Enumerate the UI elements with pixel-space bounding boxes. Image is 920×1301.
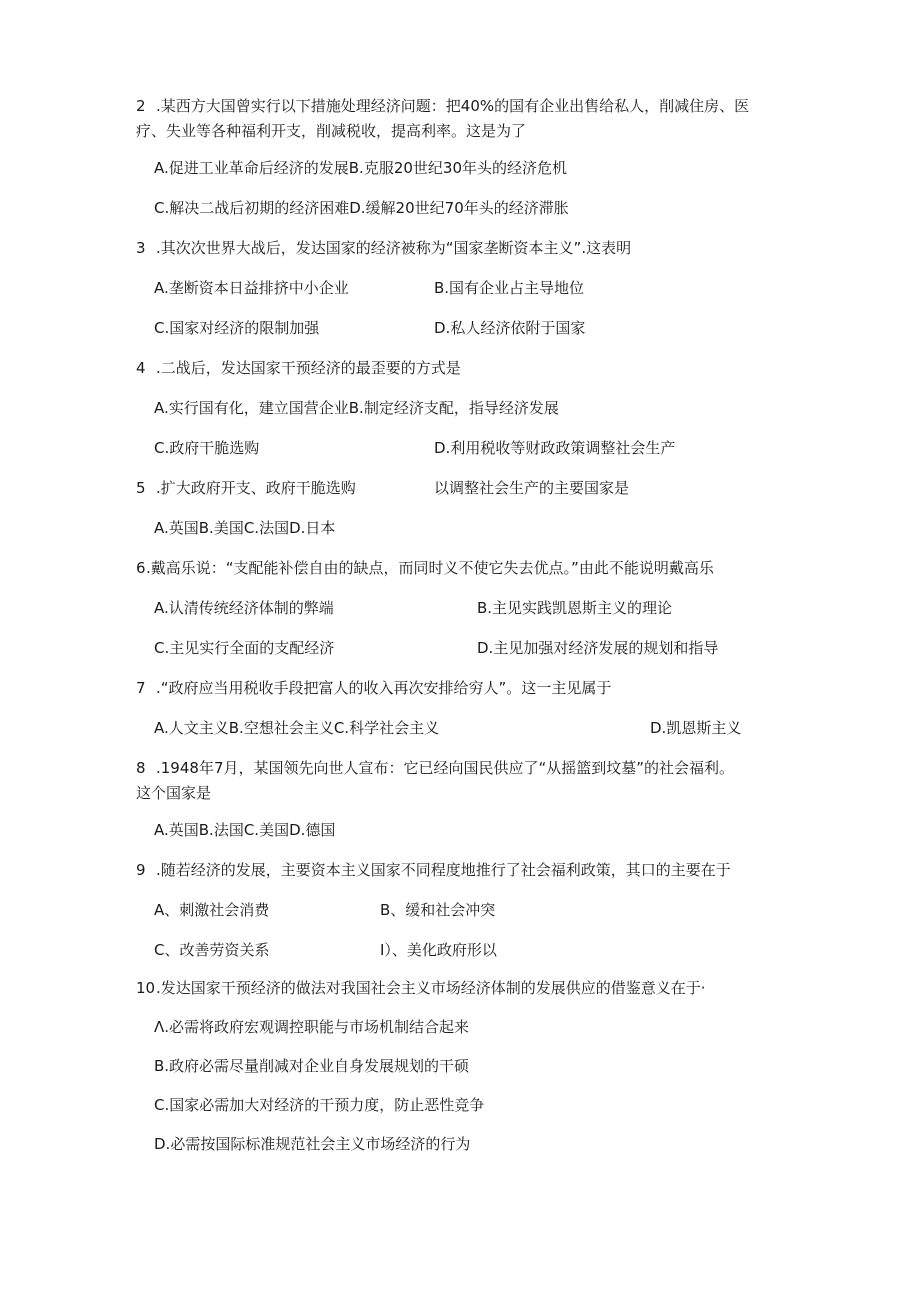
question-stem: .1948年7月，某国领先向世人宣布：它已经向国民供应了“从摇篮到坟墓”的社会福利。 xyxy=(156,759,735,777)
question-number: 5 xyxy=(136,479,146,497)
question-stem: .某西方大国曾实行以下措施处理经济问题：把40%的国有企业出售给私人，削减住房、医 xyxy=(156,97,750,115)
question-number: 10 xyxy=(136,979,156,997)
question-stem: .其次次世界大战后，发达国家的经济被称为“国家垄断资本主义”.这表明 xyxy=(156,239,632,257)
question-number: 4 xyxy=(136,359,146,377)
question-number: 7 xyxy=(136,679,146,697)
option-d: D.必需按国际标准规范社会主义市场经济的行为 xyxy=(154,1135,471,1153)
question-stem-continued: 疗、失业等各种福利开支，削减税收，提高利率。这是为了 xyxy=(136,122,527,140)
option-a: A、刺激社会消费 xyxy=(154,901,270,919)
option-a: A.认清传统经济体制的弊端 xyxy=(154,599,334,617)
option-row: A.英国B.美国C.法国D.日本 xyxy=(154,519,336,537)
option-b: B.主见实践凯恩斯主义的理论 xyxy=(477,599,673,617)
question-number: 6 xyxy=(136,559,146,577)
option-row: C.解决二战后初期的经济困难D.缓解20世纪70年头的经济滞胀 xyxy=(154,199,569,217)
option-row: A.实行国有化，建立国营企业B.制定经济支配，指导经济发展 xyxy=(154,399,559,417)
option-d: I）、美化政府形以 xyxy=(380,941,497,959)
question-stem-continued: 这个国家是 xyxy=(136,784,212,802)
option-d: D.凯恩斯主义 xyxy=(650,719,742,737)
option-c: C、改善劳资关系 xyxy=(154,941,270,959)
question-stem: .扩大政府开支、政府干脆选购 xyxy=(156,479,356,497)
question-stem: .二战后，发达国家干预经济的最歪要的方式是 xyxy=(156,359,461,377)
question-stem: .“政府应当用税收手段把富人的收入再次安排给穷人”。这一主见属于 xyxy=(156,679,612,697)
option-b: B.国有企业占主导地位 xyxy=(434,279,585,297)
option-row: A.促进工业革命后经济的发展B.克服20世纪30年头的经济危机 xyxy=(154,159,568,177)
question-number: 2 xyxy=(136,97,146,115)
option-d: D.私人经济依附于国家 xyxy=(434,319,586,337)
question-stem: .随若经济的发展，主要资本主义国家不同程度地推行了社会福利政策，其口的主要在于 xyxy=(156,861,731,879)
question-stem-continued: 以调整社会生产的主要国家是 xyxy=(434,479,630,497)
option-a: A.垄断资本日益排挤中小企业 xyxy=(154,279,349,297)
option-c: C.国家对经济的限制加强 xyxy=(154,319,320,337)
option-c: C.主见实行全面的支配经济 xyxy=(154,639,335,657)
option-b: B.政府必需尽量削减对企业自身发展规划的干硕 xyxy=(154,1057,470,1075)
question-number: 9 xyxy=(136,861,146,879)
question-number: 8 xyxy=(136,759,146,777)
option-d: D.利用税收等财政政策调整社会生产 xyxy=(434,439,676,457)
option-c: C.政府干脆选购 xyxy=(154,439,260,457)
question-stem: .发达国家干预经济的做法对我国社会主义市场经济体制的发展供应的借鉴意义在于· xyxy=(156,979,706,997)
option-b: B、缓和社会冲突 xyxy=(380,901,496,919)
option-row: A.英国B.法国C.美国D.德国 xyxy=(154,821,336,839)
option-a: Λ.必需将政府宏观调控职能与市场机制结合起来 xyxy=(154,1018,470,1036)
question-number: 3 xyxy=(136,239,146,257)
question-stem: .戴高乐说：“支配能补偿自由的缺点，而同时义不使它失去优点。”由此不能说明戴高乐 xyxy=(146,559,714,577)
option-c: C.国家必需加大对经济的干预力度，防止恶性竞争 xyxy=(154,1096,485,1114)
option-d: D.主见加强对经济发展的规划和指导 xyxy=(477,639,719,657)
option-row: A.人文主义B.空想社会主义C.科学社会主义 xyxy=(154,719,440,737)
